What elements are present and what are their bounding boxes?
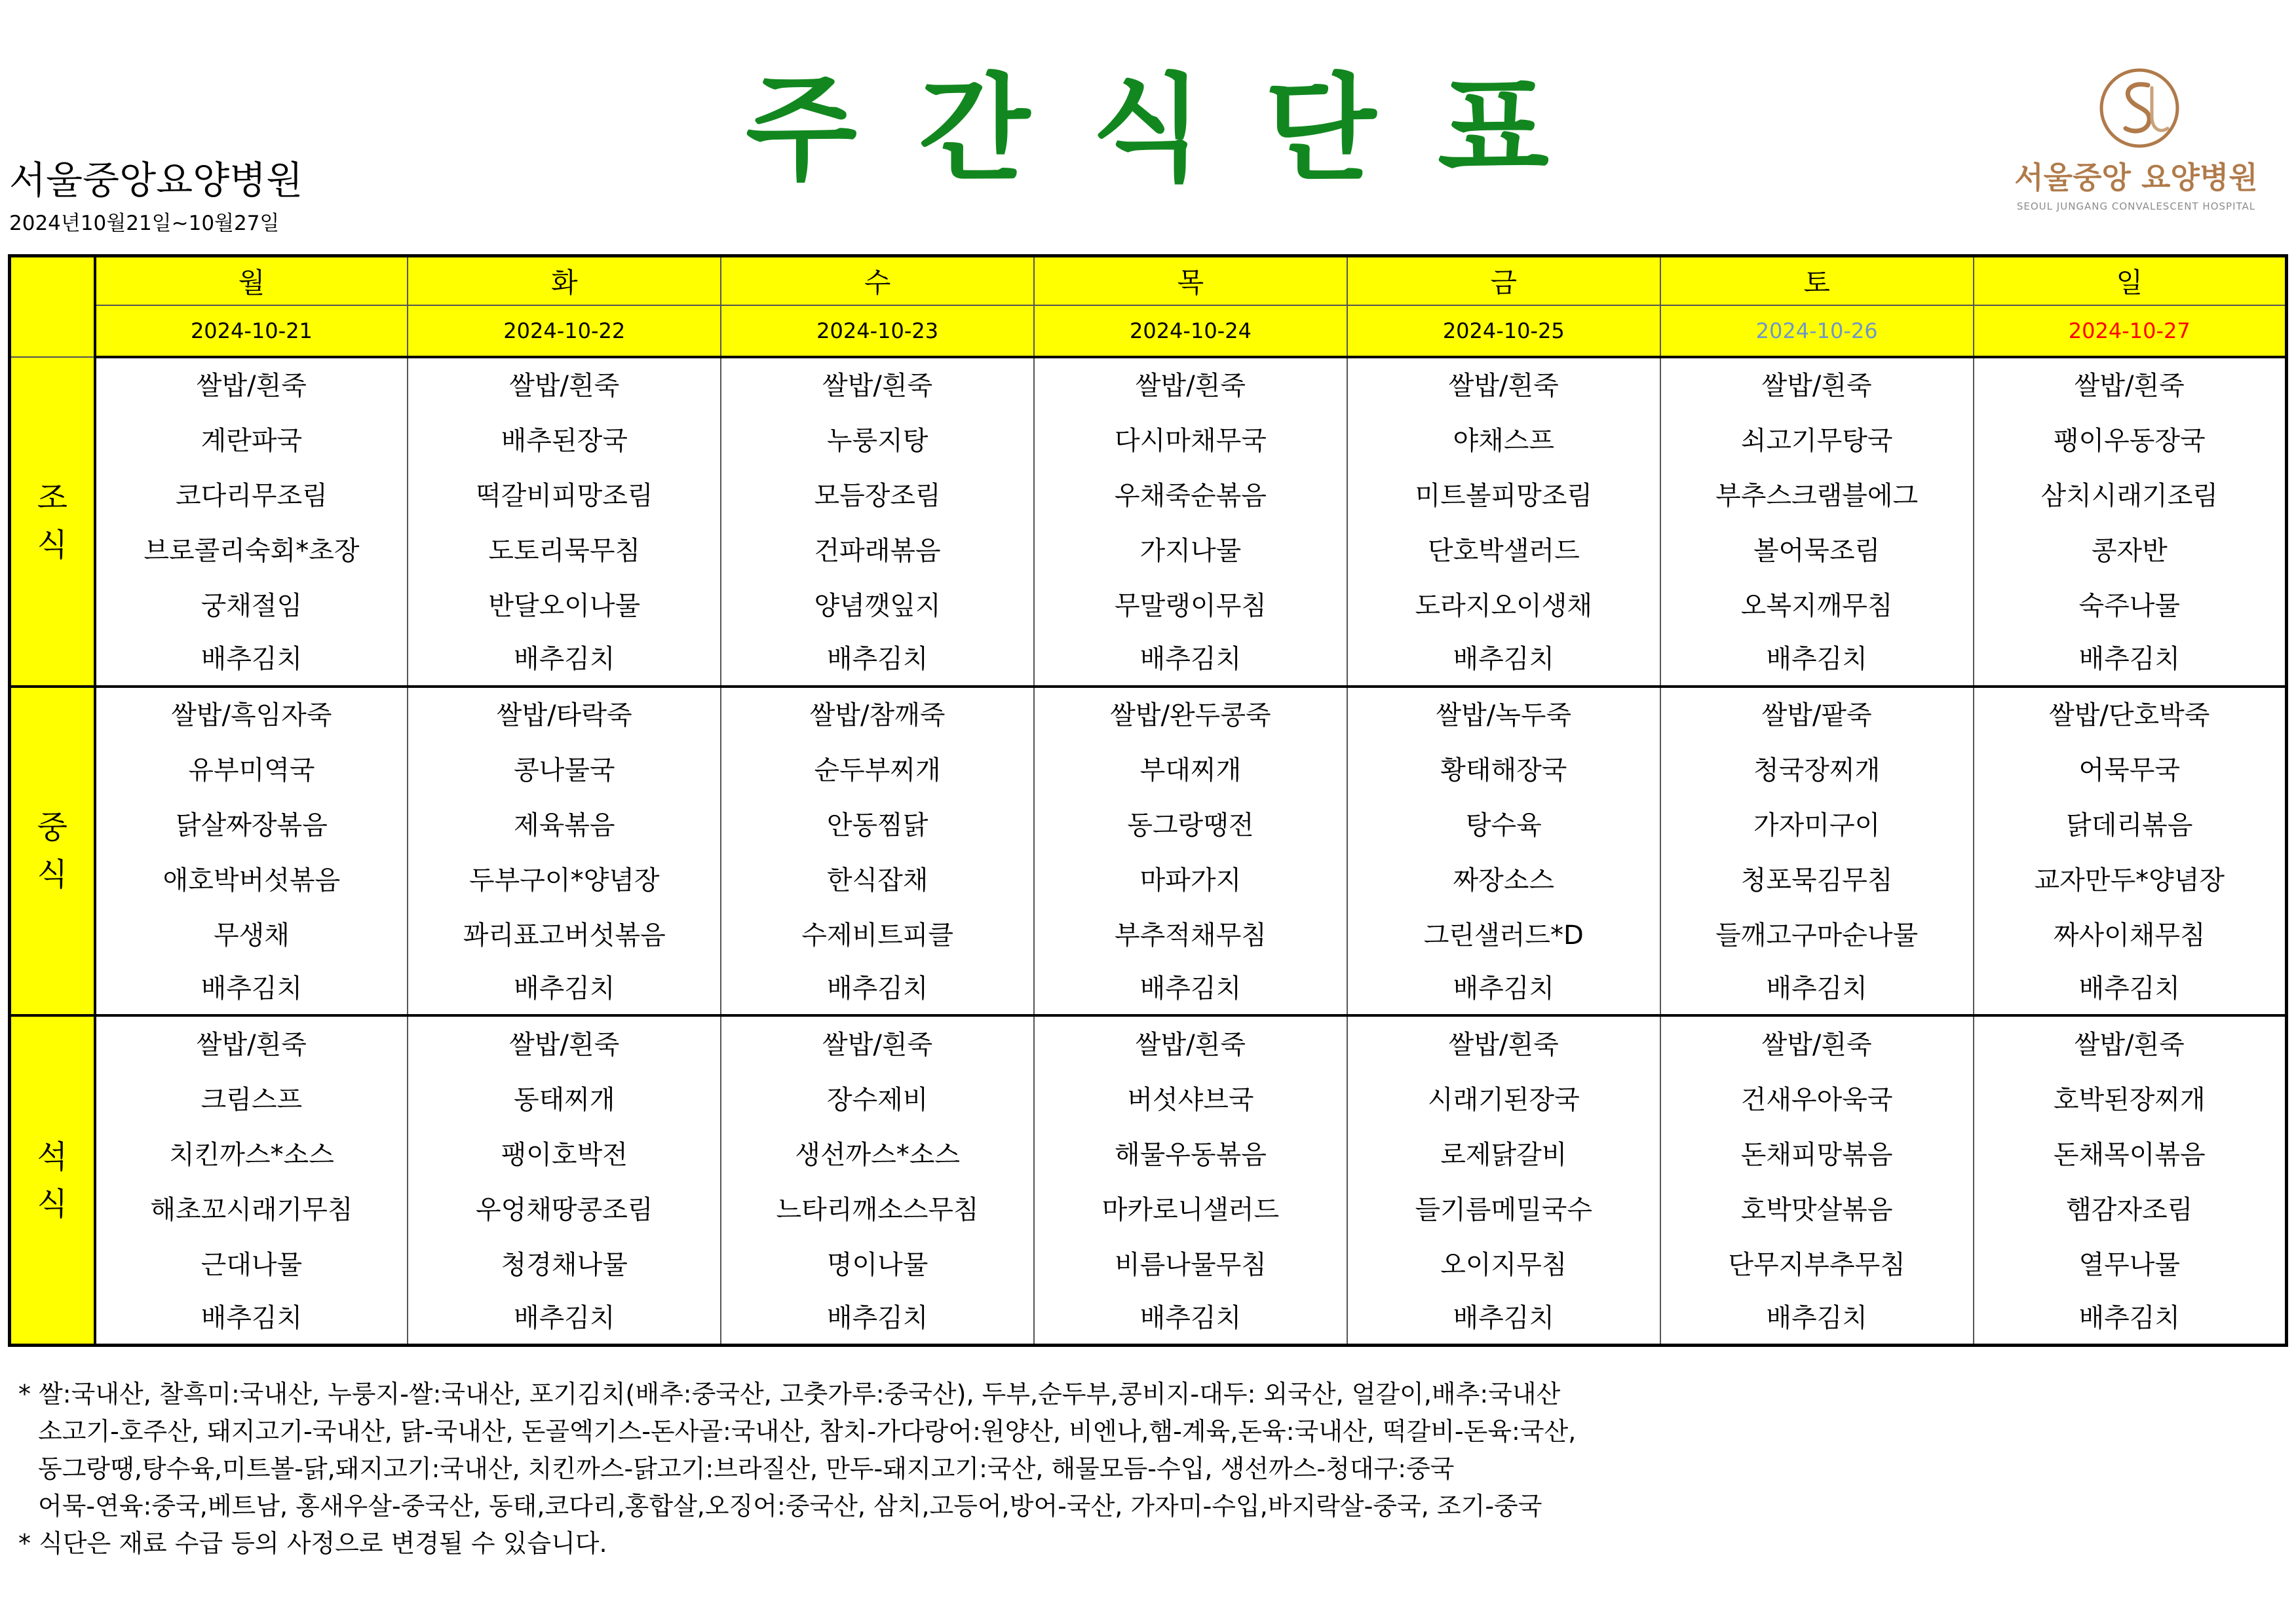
menu-item: 어묵무국: [2078, 755, 2181, 785]
menu-item: 열무나물: [2078, 1249, 2181, 1280]
note-line: * 쌀:국내산, 찰흑미:국내산, 누룽지-쌀:국내산, 포기김치(배추:중국산, 고춧가루:중국산), 두부,순두부,콩비지-대두: 외국산, 얼갈이,배추:국내산: [18, 1380, 1561, 1408]
menu-item: 해물우동볶음: [1115, 1139, 1267, 1170]
menu-item: 배추김치: [201, 973, 303, 1004]
menu-item: 두부구이*양념장: [469, 865, 660, 896]
title-char: 표: [1438, 62, 1551, 197]
menu-item: 가지나물: [1139, 536, 1242, 567]
menu-cell: [1034, 687, 1347, 1016]
menu-item: 쌀밥/흰죽: [1448, 1029, 1559, 1060]
menu-list: [1348, 358, 1660, 685]
menu-item: 콩나물국: [513, 755, 615, 785]
menu-item: 쌀밥/단호박죽: [2049, 700, 2210, 730]
menu-list: [1035, 358, 1347, 685]
menu-item: 마카로니샐러드: [1101, 1194, 1280, 1225]
menu-item: 크림스프: [201, 1084, 303, 1115]
menu-list: [1035, 688, 1347, 1014]
menu-item: 제육볶음: [513, 810, 615, 840]
meal-label: [10, 687, 95, 1016]
menu-list: [1661, 358, 1973, 685]
menu-item: 부대찌개: [1139, 755, 1242, 785]
day-header: 토: [1660, 256, 1974, 306]
menu-list: [1661, 1017, 1973, 1344]
menu-item: 쌀밥/흰죽: [2074, 1029, 2185, 1060]
menu-item: 쌀밥/참깨죽: [809, 700, 946, 730]
meal-label-char: 석: [37, 1138, 67, 1175]
menu-item: 쇠고기무탕국: [1740, 426, 1893, 457]
menu-item: 근대나물: [201, 1249, 303, 1280]
menu-item: 햄감자조림: [2066, 1194, 2193, 1225]
menu-item: 브로콜리숙회*초장: [144, 536, 360, 567]
menu-item: 오이지무침: [1440, 1249, 1567, 1280]
menu-list: [1974, 1017, 2285, 1344]
menu-item: 로제닭갈비: [1440, 1139, 1567, 1170]
menu-cell: [1660, 357, 1974, 687]
menu-item: 무생채: [213, 920, 290, 951]
menu-item: 들깨고구마순나물: [1715, 920, 1919, 951]
menu-item: 쌀밥/흑임자죽: [171, 700, 332, 730]
day-header: 수: [721, 256, 1034, 306]
seoul-jungang-logo-icon: [2097, 66, 2182, 151]
date-range: 2024년10월21일~10월27일: [9, 212, 280, 235]
menu-cell: [1660, 1015, 1974, 1345]
menu-item: 한식잡채: [826, 865, 928, 896]
menu-item: 쌀밥/흰죽: [1761, 371, 1872, 402]
day-header-row: [10, 256, 2287, 306]
menu-item: 오복지깨무침: [1740, 591, 1893, 622]
menu-list: [1974, 688, 2285, 1014]
date-header: 2024-10-21: [95, 305, 408, 357]
menu-list: [1661, 688, 1973, 1014]
menu-item: 삼치시래기조림: [2040, 481, 2219, 512]
logo-english-name: SEOUL JUNGANG CONVALESCENT HOSPITAL: [2016, 200, 2256, 212]
menu-item: 궁채절임: [201, 591, 303, 622]
menu-item: 단호박샐러드: [1427, 536, 1580, 567]
menu-item: 닭데리볶음: [2066, 810, 2193, 840]
menu-item: 배추김치: [2078, 1302, 2181, 1333]
menu-item: 애호박버섯볶음: [163, 865, 341, 896]
menu-item: 마파가지: [1139, 865, 1242, 896]
menu-item: 양념깻잎지: [814, 591, 941, 622]
menu-list: [96, 688, 408, 1014]
meal-label-char: 중: [37, 808, 67, 846]
note-line: * 식단은 재료 수급 등의 사정으로 변경될 수 있습니다.: [18, 1529, 607, 1558]
menu-item: 단무지부추무침: [1728, 1249, 1905, 1280]
menu-item: 다시마채무국: [1115, 426, 1267, 457]
title-char: 주: [745, 62, 858, 197]
menu-list: [408, 688, 720, 1014]
menu-item: 비름나물무침: [1115, 1249, 1267, 1280]
weekly-menu-table: [8, 254, 2288, 1347]
menu-item: 배추김치: [1453, 644, 1555, 675]
menu-item: 모듬장조림: [814, 481, 941, 512]
menu-item: 느타리깨소스무침: [776, 1194, 979, 1225]
menu-item: 배추김치: [201, 1302, 303, 1333]
menu-item: 짜사이채무침: [2053, 920, 2206, 951]
menu-item: 볼어묵조림: [1753, 536, 1881, 567]
menu-item: 무말랭이무침: [1115, 591, 1267, 622]
menu-item: 배추김치: [513, 644, 615, 675]
menu-item: 동태찌개: [513, 1084, 615, 1115]
menu-item: 계란파국: [201, 426, 303, 457]
menu-item: 안동찜닭: [826, 810, 928, 840]
meal-row: [10, 357, 2287, 687]
menu-item: 콩자반: [2091, 536, 2168, 567]
menu-item: 호박맛살볶음: [1740, 1194, 1893, 1225]
menu-item: 배추된장국: [501, 426, 628, 457]
menu-item: 배추김치: [201, 644, 303, 675]
menu-cell: [408, 687, 721, 1016]
menu-item: 쌀밥/녹두죽: [1436, 700, 1572, 730]
menu-cell: [95, 1015, 408, 1345]
menu-item: 명이나물: [826, 1249, 928, 1280]
menu-item: 청경채나물: [501, 1249, 628, 1280]
menu-item: 꽈리표고버섯볶음: [463, 920, 666, 951]
menu-item: 배추김치: [1139, 973, 1242, 1004]
menu-item: 쌀밥/흰죽: [822, 1029, 933, 1060]
menu-item: 숙주나물: [2078, 591, 2181, 622]
menu-item: 배추김치: [513, 973, 615, 1004]
menu-item: 배추김치: [2078, 973, 2181, 1004]
menu-cell: [1660, 687, 1974, 1016]
menu-cell: [1974, 357, 2287, 687]
menu-item: 쌀밥/흰죽: [509, 371, 620, 402]
menu-cell: [408, 1015, 721, 1345]
menu-item: 코다리무조림: [176, 481, 328, 512]
menu-list: [1035, 1017, 1347, 1344]
title-char: 식: [1091, 62, 1205, 197]
menu-item: 부추적채무침: [1115, 920, 1267, 951]
menu-item: 도토리묵무침: [488, 536, 641, 567]
menu-item: 돈채피망볶음: [1740, 1139, 1893, 1170]
menu-list: [408, 358, 720, 685]
menu-item: 미트볼피망조림: [1415, 481, 1593, 512]
note-line: 동그랑땡,탕수육,미트볼-닭,돼지고기:국내산, 치킨까스-닭고기:브라질산, 만두-돼지고기:국산, 해물모듬-수입, 생선까스-청대구:중국: [38, 1454, 1455, 1483]
date-header-sunday: 2024-10-27: [1974, 305, 2287, 357]
title-char: 단: [1265, 62, 1378, 197]
note-line: 어묵-연육:중국,베트남, 홍새우살-중국산, 동태,코다리,홍합살,오징어:중국산, 삼치,고등어,방어-국산, 가자미-수입,바지락살-중국, 조기-중국: [38, 1492, 1542, 1520]
menu-item: 순두부찌개: [814, 755, 941, 785]
hospital-name: 서울중앙요양병원: [9, 158, 303, 202]
meal-label: [10, 357, 95, 687]
meal-label-char: 식: [37, 1185, 67, 1222]
menu-item: 쌀밥/흰죽: [1761, 1029, 1872, 1060]
menu-item: 배추김치: [513, 1302, 615, 1333]
ingredient-origin-notes: [18, 1376, 1576, 1562]
meal-row: [10, 1015, 2287, 1345]
menu-list: [96, 1017, 408, 1344]
menu-item: 배추김치: [1766, 1302, 1867, 1333]
menu-cell: [1974, 687, 2287, 1016]
menu-item: 동그랑땡전: [1127, 810, 1254, 840]
meal-label: [10, 1015, 95, 1345]
menu-item: 유부미역국: [188, 755, 315, 785]
menu-item: 쌀밥/흰죽: [1448, 371, 1559, 402]
day-header: 금: [1347, 256, 1660, 306]
menu-item: 그린샐러드*D: [1423, 920, 1584, 951]
menu-item: 돈채목이볶음: [2053, 1139, 2206, 1170]
meal-row: [10, 687, 2287, 1016]
note-line: 소고기-호주산, 돼지고기-국내산, 닭-국내산, 돈골엑기스-돈사골:국내산, 참치-가다랑어:원양산, 비엔나,햄-계육,돈육:국내산, 떡갈비-돈육:국산,: [38, 1417, 1577, 1446]
menu-item: 장수제비: [826, 1084, 928, 1115]
date-header: 2024-10-24: [1034, 305, 1347, 357]
menu-cell: [95, 357, 408, 687]
menu-item: 청포묵김무침: [1740, 865, 1893, 896]
menu-item: 생선까스*소스: [795, 1139, 961, 1170]
menu-item: 건새우아욱국: [1740, 1084, 1893, 1115]
date-header: 2024-10-22: [408, 305, 721, 357]
meal-label-char: 식: [37, 856, 67, 893]
menu-item: 배추김치: [1766, 644, 1867, 675]
menu-cell: [408, 357, 721, 687]
meal-label-char: 식: [37, 526, 67, 563]
menu-list: [1974, 358, 2285, 685]
date-header: 2024-10-23: [721, 305, 1034, 357]
menu-item: 팽이우동장국: [2053, 426, 2206, 457]
menu-item: 버섯샤브국: [1127, 1084, 1254, 1115]
menu-item: 치킨까스*소스: [169, 1139, 334, 1170]
menu-item: 배추김치: [2078, 644, 2181, 675]
menu-cell: [1347, 1015, 1660, 1345]
menu-item: 배추김치: [826, 1302, 928, 1333]
menu-item: 도라지오이생채: [1415, 591, 1593, 622]
menu-cell: [721, 357, 1034, 687]
menu-item: 쌀밥/흰죽: [196, 371, 307, 402]
menu-cell: [1347, 687, 1660, 1016]
menu-item: 들기름메밀국수: [1415, 1194, 1593, 1225]
menu-item: 황태해장국: [1440, 755, 1567, 785]
day-header: 월: [95, 256, 408, 306]
title-char: 간: [918, 62, 1031, 197]
table-corner: [10, 256, 95, 358]
menu-item: 부추스크램블에그: [1715, 481, 1919, 512]
menu-item: 호박된장찌개: [2053, 1084, 2206, 1115]
menu-item: 짜장소스: [1453, 865, 1555, 896]
menu-item: 가자미구이: [1753, 810, 1881, 840]
menu-item: 쌀밥/흰죽: [822, 371, 933, 402]
menu-item: 배추김치: [826, 644, 928, 675]
menu-cell: [1974, 1015, 2287, 1345]
menu-item: 팽이호박전: [501, 1139, 628, 1170]
menu-item: 수제비트피클: [801, 920, 954, 951]
day-header: 화: [408, 256, 721, 306]
menu-item: 떡갈비피망조림: [476, 481, 653, 512]
menu-item: 배추김치: [1766, 973, 1867, 1004]
meal-label-char: 조: [37, 479, 67, 516]
menu-item: 쌀밥/흰죽: [2074, 371, 2185, 402]
menu-cell: [721, 687, 1034, 1016]
hospital-logo: [1999, 66, 2274, 223]
menu-item: 반달오이나물: [488, 591, 641, 622]
logo-name: 서울중앙 요양병원: [2014, 160, 2258, 195]
menu-item: 교자만두*양념장: [2034, 865, 2225, 896]
menu-cell: [1034, 357, 1347, 687]
menu-list: [721, 358, 1033, 685]
menu-cell: [721, 1015, 1034, 1345]
date-header-row: [10, 305, 2287, 357]
menu-item: 쌀밥/완두콩죽: [1110, 700, 1271, 730]
menu-item: 배추김치: [1453, 973, 1555, 1004]
date-header-saturday: 2024-10-26: [1660, 305, 1974, 357]
page-title: [0, 62, 2296, 197]
menu-item: 닭살짜장볶음: [176, 810, 328, 840]
menu-list: [96, 358, 408, 685]
menu-item: 배추김치: [1139, 644, 1242, 675]
menu-item: 청국장찌개: [1753, 755, 1881, 785]
date-header: 2024-10-25: [1347, 305, 1660, 357]
menu-item: 야채스프: [1453, 426, 1555, 457]
menu-item: 배추김치: [1139, 1302, 1242, 1333]
menu-item: 우엉채땅콩조림: [476, 1194, 653, 1225]
menu-item: 건파래볶음: [814, 536, 941, 567]
menu-item: 해초꼬시래기무침: [150, 1194, 353, 1225]
menu-list: [1348, 1017, 1660, 1344]
day-header: 목: [1034, 256, 1347, 306]
menu-cell: [1347, 357, 1660, 687]
menu-list: [1348, 688, 1660, 1014]
menu-item: 우채죽순볶음: [1115, 481, 1267, 512]
menu-list: [408, 1017, 720, 1344]
menu-item: 쌀밥/흰죽: [196, 1029, 307, 1060]
menu-item: 쌀밥/흰죽: [509, 1029, 620, 1060]
menu-item: 쌀밥/흰죽: [1135, 1029, 1246, 1060]
menu-item: 쌀밥/팥죽: [1761, 700, 1872, 730]
menu-item: 탕수육: [1465, 810, 1542, 840]
menu-item: 쌀밥/타락죽: [496, 700, 632, 730]
menu-list: [721, 1017, 1033, 1344]
menu-list: [721, 688, 1033, 1014]
menu-item: 배추김치: [1453, 1302, 1555, 1333]
menu-item: 시래기된장국: [1427, 1084, 1580, 1115]
menu-cell: [95, 687, 408, 1016]
menu-item: 배추김치: [826, 973, 928, 1004]
menu-cell: [1034, 1015, 1347, 1345]
menu-item: 쌀밥/흰죽: [1135, 371, 1246, 402]
menu-item: 누룽지탕: [826, 426, 928, 457]
day-header: 일: [1974, 256, 2287, 306]
